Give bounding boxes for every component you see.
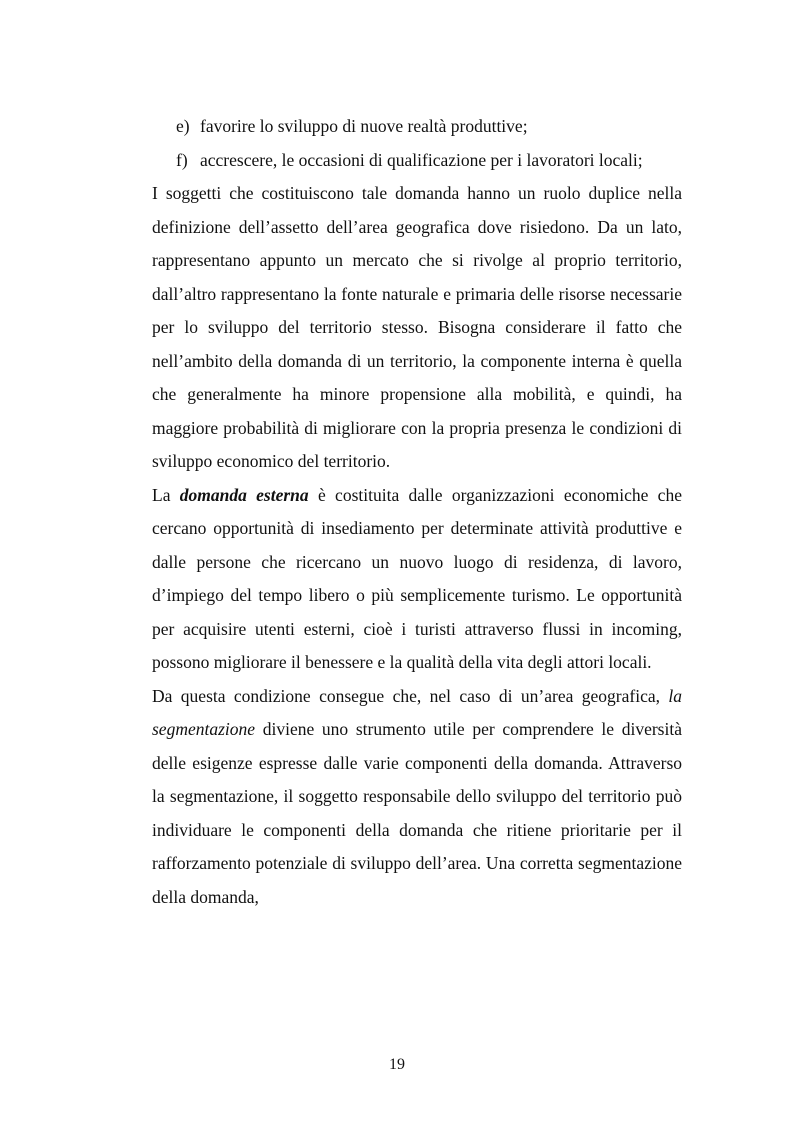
paragraph-lead: La — [152, 484, 180, 505]
page-number: 19 — [389, 1056, 405, 1073]
paragraph-soggetti: I soggetti che costituiscono tale domanda hanno un ruolo duplice nella definizione dell’assetto dell’area geografica dove risiedono. Da un lato, rappresentano appunto un mercato che si rivolge al proprio territorio, dall’altro rappresentano la fonte naturale e primaria delle risorse necessarie per lo sviluppo del territorio stesso. Bisogna considerare il fatto che nell’ambito della domanda di un territorio, la componente interna è quella che generalmente ha minore propensione alla mobilità, e quindi, ha maggiore probabilità di migliorare con la propria presenza le condizioni di sviluppo economico del territorio. — [152, 183, 682, 471]
paragraph-lead: Da questa condizione consegue che, nel caso di un’area geografica, — [152, 685, 669, 706]
paragraph-rest: diviene uno strumento utile per comprendere le diversità delle esigenze espresse dalle varie componenti della domanda. Attraverso la segmentazione, il soggetto responsabile dello sviluppo del territorio può individuare le componenti della domanda che ritiene prioritarie per il rafforzamento potenziale di sviluppo dell’area. Una corretta segmentazione della domanda, — [152, 719, 682, 907]
list-marker: e) — [176, 116, 190, 136]
paragraph-domanda-esterna — [152, 479, 682, 680]
list-marker: f) — [176, 149, 188, 170]
paragraph-rest: è costituita dalle organizzazioni economiche che cercano opportunità di insediamento per determinate attività produttive e dalle persone che ricercano un nuovo luogo di residenza, di lavoro, d’impiego del tempo libero o più semplicemente turismo. Le opportunità per acquisire utenti esterni, cioè i turisti attraverso flussi in incoming, possono migliorare il benessere e la qualità della vita degli attori locali. — [152, 484, 682, 672]
list-item — [152, 144, 682, 178]
body-text — [152, 110, 682, 914]
emphasis-segmentazione: la segmentazione — [152, 685, 682, 739]
list-item — [152, 110, 682, 144]
paragraph-segmentazione — [152, 680, 682, 915]
emphasis-domanda-esterna: domanda esterna — [179, 484, 309, 505]
list-item-text: accrescere, le occasioni di qualificazione per i lavoratori locali; — [200, 149, 643, 170]
list-item-text: favorire lo sviluppo di nuove realtà produttive; — [200, 116, 528, 136]
